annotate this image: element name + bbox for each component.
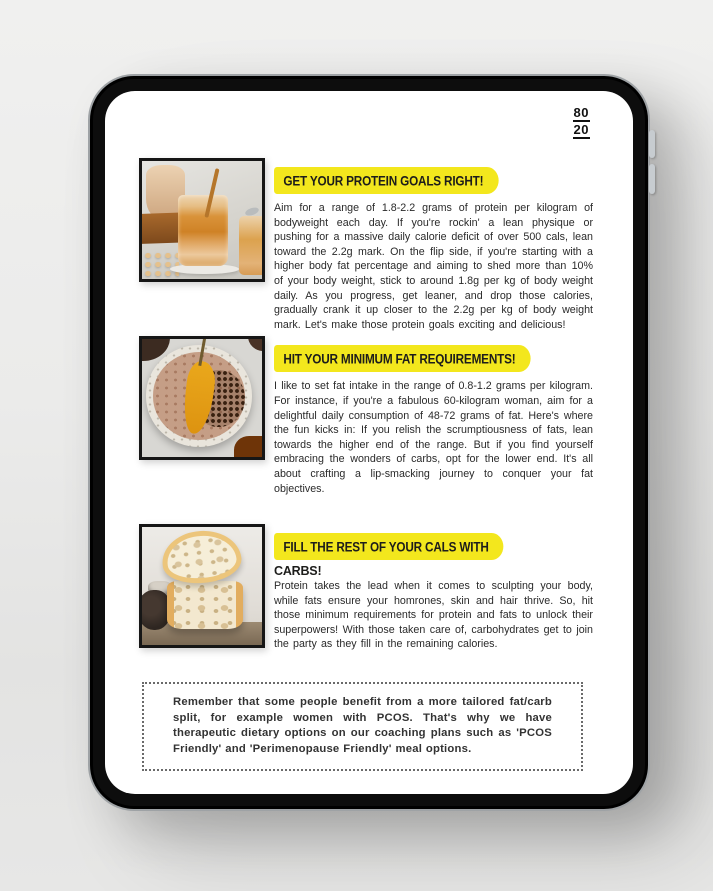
section-fats-paragraph: I like to set fat intake in the range of 0.8-1.2 grams per kilogram. For instance, if you're a fabulous 60-kilogram woman, aim for a delightful daily consumption of 48-72 grams of fat. Here's where the fun kicks in: If you relish the scrumptiousness of fats, lean towards the higher end of the range. But if you find yourself embracing the wonders of carbs, opt for the lower end. It's all about crafting a lip-smacking journey to conquer your fat objectives. [274, 380, 593, 495]
second-glass-shape [239, 216, 265, 275]
section-fats-text [274, 336, 593, 496]
section-fats-heading: HIT YOUR MINIMUM FAT REQUIREMENTS! [274, 345, 531, 372]
section-protein-paragraph: Aim for a range of 1.8-2.2 grams of protein per kilogram of bodyweight each day. If you're rockin' a lean physique or pushing for a massive daily calorie deficit of over 500 cals, lean toward the 2.2g mark. On the flip side, if you're starting with a higher body fat percentage and aiming to shed more than 10% of your body weight, stick to around 1.8g per kg of body weight daily. As you progress, get leaner, and drop those calories, gradually crank it up closer to the 2.2g per kg of body weight mark. Let's make those protein goals exciting and delicious! [274, 202, 593, 331]
bread-photo [139, 524, 265, 648]
amber-glass-shape [234, 436, 265, 460]
note-box-text: Remember that some people benefit from a more tailored fat/carb split, for example women with PCOS. That's why we have therapeutic dietary options on our coaching plans such as 'PCOS Friendly' and 'Perimenopause Friendly' meal options. [173, 696, 552, 755]
dark-corner-shape [248, 336, 265, 351]
section-carbs-heading-overflow: CARBS! [274, 564, 322, 579]
section-fats [139, 336, 593, 496]
section-carbs-paragraph: Protein takes the lead when it comes to sculpting your body, while fats ensure your homrones, skin and hair thrive. So, hit those minimum requirements for protein and fats to unlock their superpowers! With those taken care of, carbohydrates get to join the party as they fill in the remaining calories. [274, 580, 593, 651]
logo-line-80: 80 [573, 105, 589, 120]
brand-logo-8020 [573, 106, 590, 139]
oatmeal-photo [139, 336, 265, 460]
smoothie-photo [139, 158, 265, 282]
document-page [105, 91, 633, 794]
nuts-cluster-shape [143, 251, 179, 277]
section-protein-text [274, 158, 593, 332]
section-protein [139, 158, 593, 332]
logo-line-20: 20 [573, 122, 589, 137]
tablet-frame [88, 74, 650, 811]
section-carbs-text [274, 524, 593, 652]
volume-up-button [649, 130, 655, 158]
section-carbs-heading: FILL THE REST OF YOUR CALS WITH [274, 533, 504, 560]
volume-down-button [649, 164, 655, 194]
smoothie-glass-shape [178, 195, 228, 266]
bread-half-bottom-shape [167, 581, 243, 628]
black-garlic-shape [139, 590, 171, 630]
section-carbs [139, 524, 593, 652]
note-box [142, 682, 583, 771]
bread-half-top-shape [160, 526, 245, 587]
section-protein-heading: GET YOUR PROTEIN GOALS RIGHT! [274, 167, 498, 194]
